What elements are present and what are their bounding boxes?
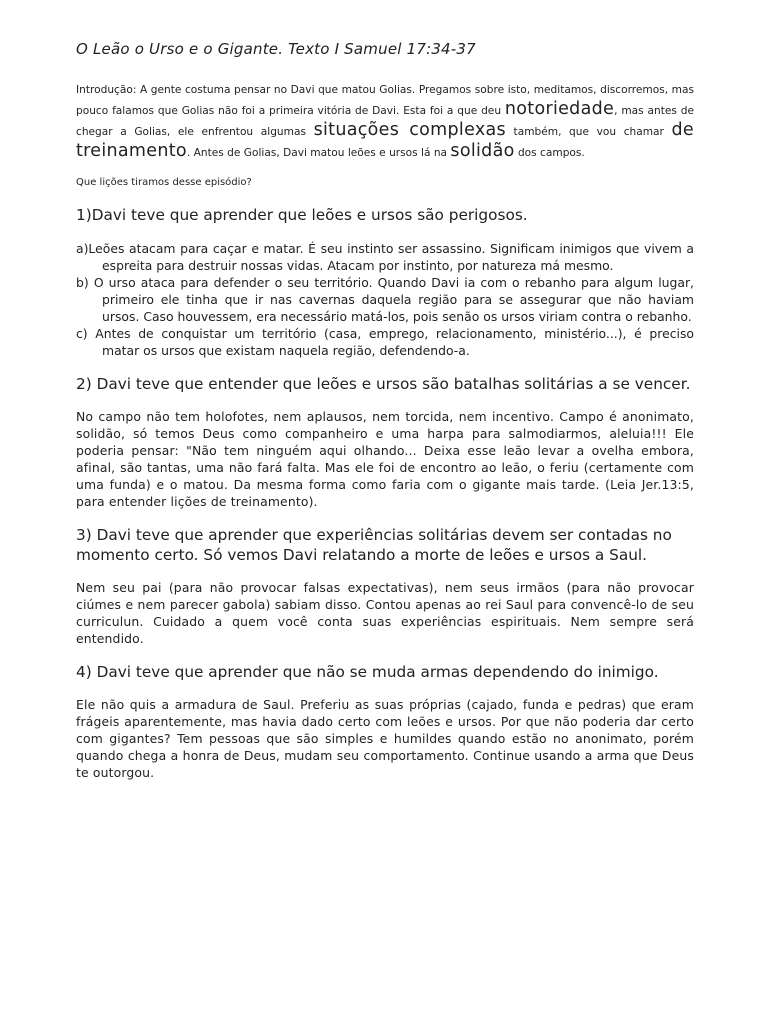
list-item: b) O urso ataca para defender o seu território. Quando Davi ia com o rebanho para algum lugar, primeiro ele tinha que ir nas cavernas daquela região para se assegurar que não haviam ursos. Caso houvessem, era necessário matá-los, pois senão os ursos viriam contra o rebanho. bbox=[76, 275, 694, 324]
section-2-heading: 2) Davi teve que entender que leões e ursos são batalhas solitárias a se vencer. bbox=[76, 375, 691, 393]
section-4-body: Ele não quis a armadura de Saul. Preferiu as suas próprias (cajado, funda e pedras) que eram frágeis aparentemente, mas havia dado certo com leões e ursos. Por que não poderia dar certo com gigantes? Tem pessoas que são simples e humildes quando estão no anonimato, porém quando chega a honra de Deus, mudam seu comportamento. Continue usando a arma que Deus te outorgou. bbox=[76, 697, 694, 780]
list-item: a)Leões atacam para caçar e matar. É seu instinto ser assassino. Significam inimigos que vivem a espreita para destruir nossas vidas. Atacam por instinto, por natureza má mesmo. bbox=[76, 241, 694, 273]
document-title: O Leão o Urso e o Gigante. Texto I Samuel 17:34-37 bbox=[76, 40, 476, 58]
introduction-paragraph bbox=[76, 81, 694, 163]
section-3-body: Nem seu pai (para não provocar falsas expectativas), nem seus irmãos (para não provocar ciúmes e nem parecer gabola) sabiam disso. Contou apenas ao rei Saul para convencê-lo de seu curriculun. Cuidado a quem você conta suas experiências espirituais. Nem sempre será entendido. bbox=[76, 580, 694, 646]
list-item: c) Antes de conquistar um território (casa, emprego, relacionamento, ministério...), é preciso matar os ursos que existam naquela região, defendendo-a. bbox=[76, 326, 694, 358]
intro-text-2: , mas antes de chegar a Golias, ele enfrentou algumas bbox=[76, 105, 694, 138]
intro-text-1: Introdução: A gente costuma pensar no Davi que matou Golias. Pregamos sobre isto, meditamos, discorremos, mas pouco falamos que Golias não foi a primeira vitória de Davi. Esta foi a que deu bbox=[76, 84, 694, 117]
lessons-question: Que lições tiramos desse episódio? bbox=[76, 177, 252, 188]
intro-text-5: dos campos. bbox=[514, 147, 585, 159]
section-1 bbox=[76, 205, 694, 359]
intro-highlight-solidao: solidão bbox=[450, 141, 515, 161]
section-4-heading: 4) Davi teve que aprender que não se muda armas dependendo do inimigo. bbox=[76, 663, 659, 681]
section-4 bbox=[76, 662, 694, 781]
section-1-list bbox=[76, 240, 694, 359]
section-2 bbox=[76, 374, 694, 510]
intro-highlight-situacoes: situações complexas bbox=[313, 120, 506, 140]
intro-text-3: também, que vou chamar bbox=[505, 126, 672, 138]
intro-highlight-treinamento: de treinamento bbox=[76, 120, 694, 161]
intro-highlight-notoriedade: notoriedade bbox=[504, 99, 615, 119]
section-3-heading: 3) Davi teve que aprender que experiências solitárias devem ser contadas no momento certo. Só vemos Davi relatando a morte de leões e ursos a Saul. bbox=[76, 526, 672, 564]
intro-text-4: . Antes de Golias, Davi matou leões e ursos lá na bbox=[186, 147, 451, 159]
section-3 bbox=[76, 525, 694, 647]
section-2-body: No campo não tem holofotes, nem aplausos, nem torcida, nem incentivo. Campo é anonimato, solidão, só temos Deus como companheiro e uma harpa para salmodiarmos, aleluia!!! Ele poderia pensar: "Não tem ninguém aqui olhando... Deixa esse leão levar a ovelha embora, afinal, são tantas, uma não fará falta. Mas ele foi de encontro ao leão, o feriu (certamente com uma funda) e o matou. Da mesma forma como faria com o gigante mais tarde. (Leia Jer.13:5, para entender lições de treinamento). bbox=[76, 409, 694, 509]
section-1-heading: 1)Davi teve que aprender que leões e ursos são perigosos. bbox=[76, 206, 528, 224]
